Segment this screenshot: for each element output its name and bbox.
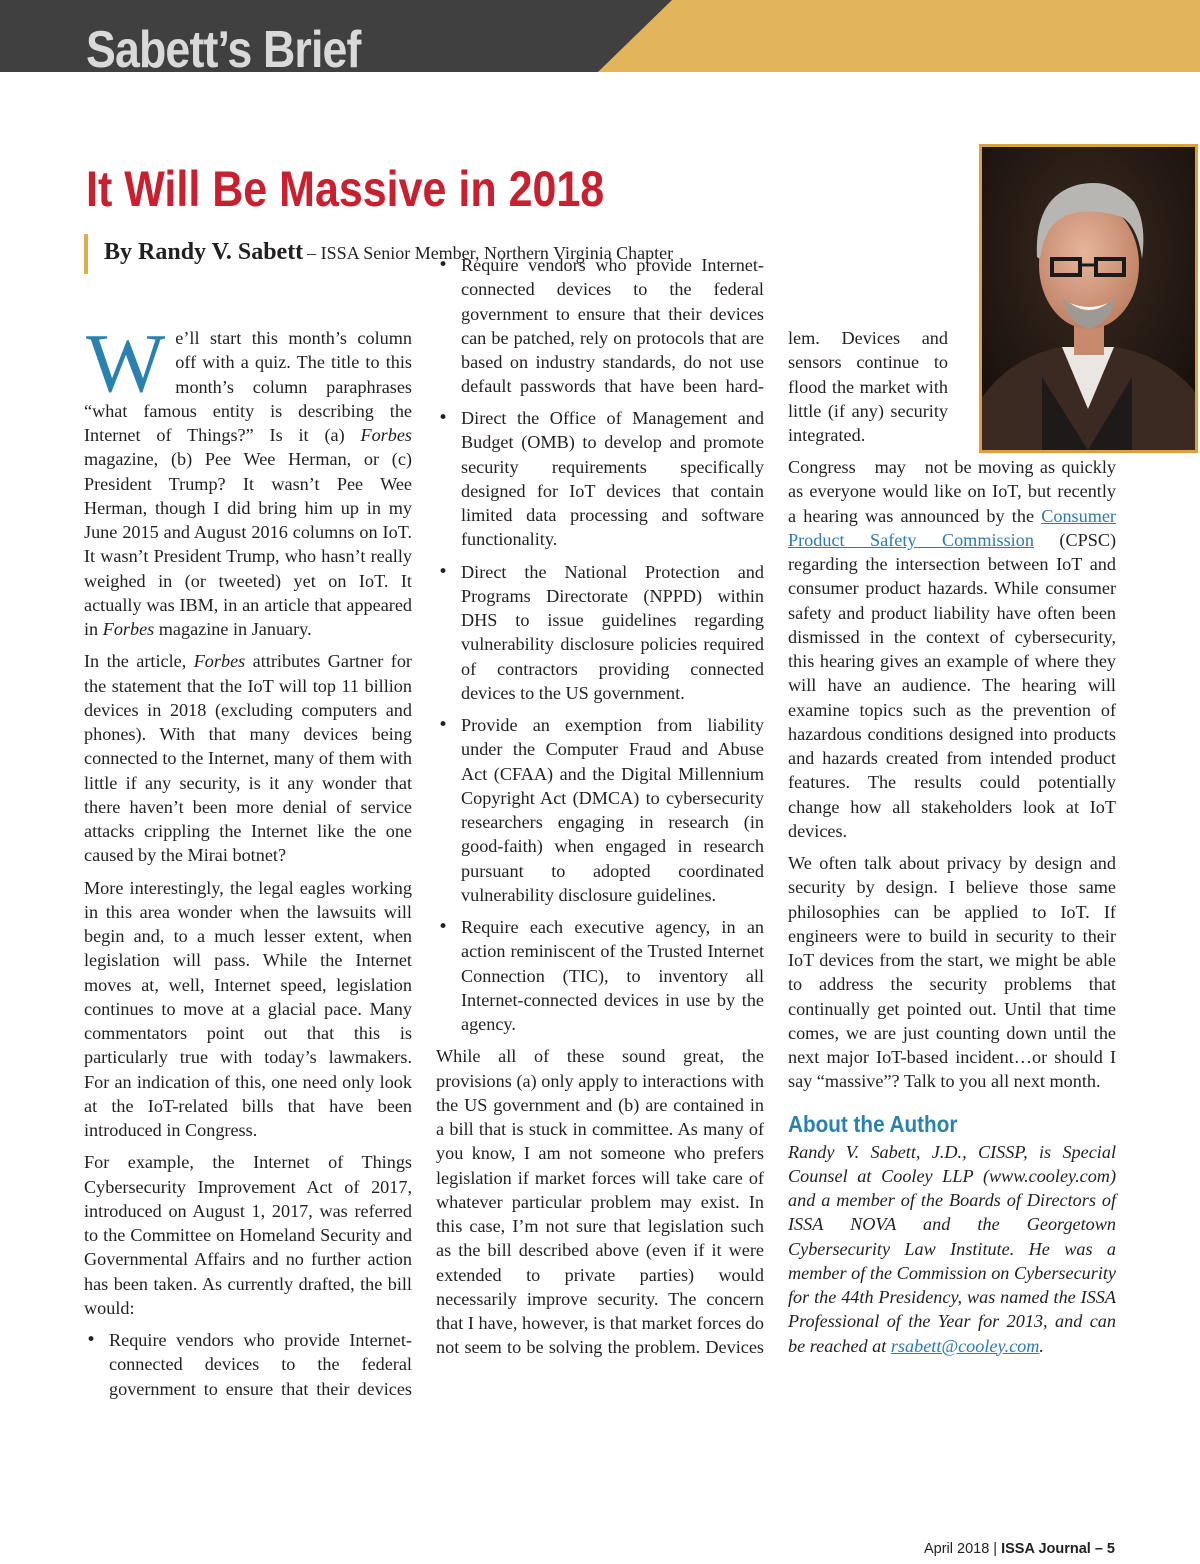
bullet-text: Require vendors who provide Internet-connected devices to the federal government to ensure that their devices can be patched, rely on protocols that are based on industry standards, do not use default passwords that have been hard- — [461, 255, 764, 397]
bill-provisions-list — [84, 1328, 412, 1403]
page-footer — [924, 1540, 1115, 1558]
column-3 — [788, 326, 1116, 1366]
gartner-text: In the article, — [84, 651, 194, 672]
section-title: Sabett’s Brief — [86, 21, 361, 79]
forbes-italic: Forbes — [360, 425, 412, 445]
intro-text: e’ll start this month’s column off with a quiz. The title to this month’s column paraphrases “what famous entity is describing the Internet of Things?” Is it (a) — [84, 328, 412, 445]
bill-provisions-list-cont — [436, 253, 764, 1036]
intro-text-end: magazine in January. — [154, 619, 312, 639]
forbes-italic: Forbes — [193, 651, 246, 672]
list-item — [436, 560, 764, 706]
bullet-text: Require each executive agency, in an action reminiscent of the Trusted Internet Connection (TIC), to inventory all Internet-connected devices in use by the agency. — [461, 917, 764, 1034]
forbes-italic: Forbes — [102, 619, 155, 639]
bullet-text: Provide an exemption from liability under the Computer Fraud and Abuse Act (CFAA) and the Digital Millennium Copyright Act (DMCA) to cybersecurity researchers engaging in research (in good-faith) when engaged in research pursuant to adopted coordinated vulnerability disclosure guidelines. — [461, 715, 764, 905]
article-title: It Will Be Massive in 2018 — [86, 161, 605, 217]
about-author-text — [788, 1140, 1116, 1358]
column-2 — [436, 255, 764, 1366]
drop-cap: W — [86, 317, 166, 410]
list-item — [436, 406, 764, 552]
list-item — [436, 713, 764, 907]
bullet-text: Direct the National Protection and Programs Directorate (NPPD) within DHS to issue guidelines regarding vulnerability disclosure policies required of contractors providing connected devices to the US government. — [461, 561, 764, 703]
about-author-heading: About the Author — [788, 1110, 958, 1137]
paragraph-cpsc — [788, 455, 1116, 843]
bullet-text: Direct the Office of Management and Budget (OMB) to develop and promote security requirements specifically designed for IoT devices that contain limited data processing and software functionality. — [461, 408, 764, 550]
byline-affiliation: – ISSA Senior Member, Northern Virginia Chapter — [307, 243, 674, 263]
list-item — [84, 1328, 412, 1403]
paragraph-bill: For example, the Internet of Things Cybersecurity Improvement Act of 2017, introduced on August 1, 2017, was referred to the Committee on Homeland Security and Governmental Affairs and no further action has been taken. As currently drafted, the bill would: — [84, 1152, 412, 1318]
paragraph-provisions: While all of these sound great, the provisions (a) only apply to interactions with the US government and (b) are contained in a bill that is stuck in committee. As many of you know, I am not someone who prefers legislation if market forces will take care of whatever particular problem may exist. In this case, I’m not sure that legislation such as the bill described above (even if it were extended to private parties) would necessarily improve security. The concern that I have, however, is that market forces do not seem to be solving the problem. Devices — [436, 1046, 764, 1358]
cpsc-link[interactable]: Consumer Product Safety Commission — [788, 505, 1116, 550]
intro-text-cont: magazine, (b) Pee Wee Herman, or (c) President Trump? It wasn’t Pee Wee Herman, though I did bring him up in my June 2015 and August 2016 columns on IoT. It wasn’t President Trump, who hasn’t really weighed in (or tweeted) yet on IoT. It actually was IBM, in an article that appeared in — [84, 449, 412, 639]
list-item — [436, 253, 764, 398]
paragraph-closing: We often talk about privacy by design and security by design. I believe those same philosophies can be applied to IoT. If engineers were to build in security to their IoT devices from the start, we might be able to address the security problems that continually get pointed out. Until that time comes, we are just counting down until the next major IoT-based incident…or should I say “massive”? Talk to you all next month. — [788, 853, 1116, 1092]
list-item — [436, 915, 764, 1036]
cpsc-text-cont: (CPSC) regarding the intersection between IoT and consumer product hazards. While consumer safety and product liability have often been dismissed in the context of cybersecurity, this hearing gives an example of where they will have an audience. The hearing will examine topics such as the prevention of hazardous conditions designed into products and hazards created from intended product features. The results could potentially change how all stakeholders look at IoT devices. — [788, 529, 1117, 841]
about-end: . — [1039, 1335, 1044, 1356]
section-banner — [0, 0, 1200, 79]
footer-separator: | — [989, 1541, 1002, 1557]
cpsc-text: be moving as quickly as everyone would like on IoT, but recently a hearing was announced by the — [788, 457, 1116, 526]
byline-author: By Randy V. Sabett — [104, 239, 304, 265]
paragraph-intro — [84, 317, 412, 641]
cpsc-lead: Congress may not — [788, 457, 948, 477]
paragraph-legal: More interestingly, the legal eagles working in this area wonder when the lawsuits will begin and, to a much lesser extent, when legislation will pass. While the Internet moves at, well, Internet speed, legislation continues to move at a glacial pace. Many commentators point out that this is particularly true with today’s lawmakers. For an indication of this, one need only look at the IoT-related bills that have been introduced in Congress. — [84, 877, 412, 1140]
gartner-text-cont: attributes Gartner for the statement that the IoT will top 11 billion devices in 2018 (excluding computers and phones). With that many devices being connected to the Internet, many of them with little if any security, is it any wonder that there haven’t been more denial of service attacks crippling the Internet like the one caused by the Mirai botnet? — [84, 651, 412, 866]
column-1 — [84, 317, 412, 1411]
paragraph-gartner — [84, 649, 412, 867]
paragraph-provisions-end: lem. Devices and sensors continue to flood the market with little (if any) security integrated. — [788, 328, 948, 445]
footer-journal: ISSA Journal – 5 — [1001, 1541, 1115, 1557]
bullet-text: Require vendors who provide Internet-connected devices to the federal government to ensure that their devices — [109, 1330, 412, 1399]
email-link[interactable]: rsabett@cooley.com — [890, 1335, 1040, 1356]
footer-issue: April 2018 — [923, 1541, 990, 1557]
about-text: Randy V. Sabett, J.D., CISSP, is Special Counsel at Cooley LLP (www.cooley.com) and a member of the Boards of Directors of ISSA NOVA and the Georgetown Cybersecurity Law Institute. He was a member of the Commission on Cybersecurity for the 44th Presidency, was named the ISSA Professional of the Year for 2013, and can be reached at — [788, 1141, 1116, 1356]
